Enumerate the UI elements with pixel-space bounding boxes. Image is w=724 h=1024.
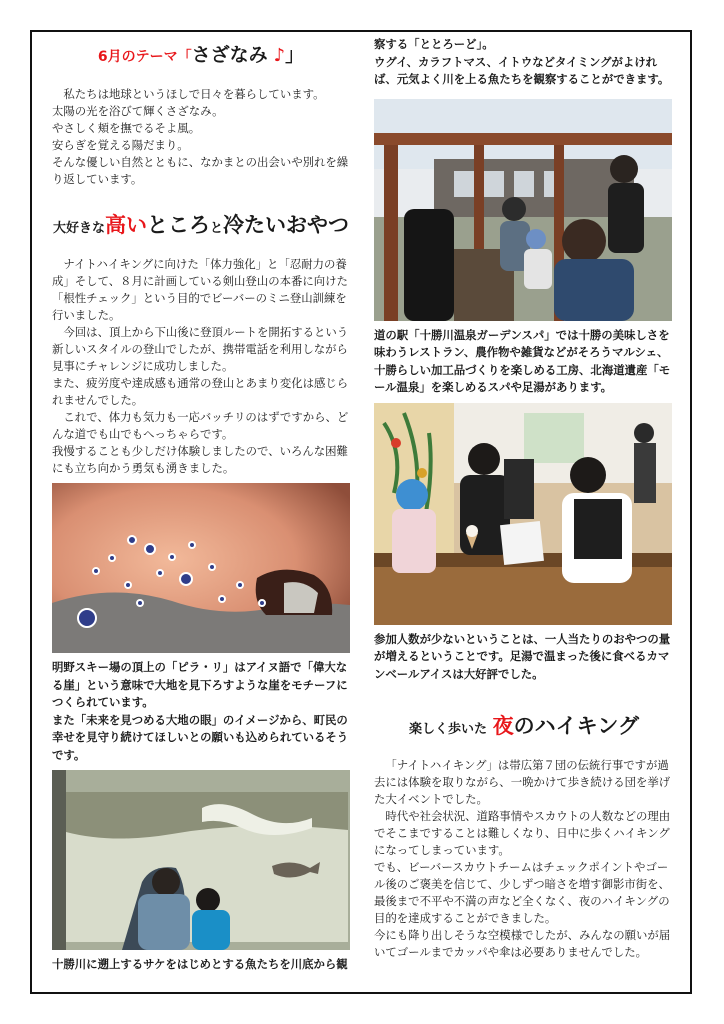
theme-name: さざなみ [191,44,268,66]
section2-title-red: 夜 [492,714,514,738]
section1-paragraph: ナイトハイキングに向けた「体力強化」と「忍耐力の養成」そして、８月に計画している剣山登山の本番に向けた「根性チェック」という目的でビーバーのミニ登山訓練を行いました。 [52,257,348,322]
section2-paragraph: でも、ビーバースカウトチームはチェックポイントやゴール後のご褒美を信じて、少しずつ暗さを増す御影市街を、最後まで不平や不満の声など全くなく、夜のハイキングの目的を達成することができました。 [374,860,670,925]
section2-paragraph: 「ナイトハイキング」は帯広第７団の伝統行事ですが過去には体験を取りながら、一晩かけて歩き続ける団を挙げた大イベントでした。 [374,758,671,806]
garden-spa-caption: 道の駅「十勝川温泉ガーデンスパ」では十勝の美味しさを味わうレストラン、農作物や雑貨などがそろうマルシェ、十勝らしい加工品づくりを楽しめる工房、北海道遺産「モール温泉」を楽しめるスパや足湯があります。 [374,327,671,394]
theme-close: 」 [285,44,305,66]
aquarium-photo [52,770,350,950]
section2-title-post: のハイキング [513,714,639,738]
intro-line: そんな優しい自然とともに、なかまとの出会いや別れを繰り返しています。 [52,155,349,186]
section1-title-small: と [210,221,224,236]
section2-paragraph: 今にも降り出しそうな空模様でしたが、みんなの願いが届いてゴールまでカッパや傘は必要ありませんでした。 [374,928,671,959]
garden-spa-photo [374,99,672,321]
ice-cream-caption: 参加人数が少ないということは、一人当たりのおやつの量が増えるということです。足湯で温まった後に食べるカマンベールアイスは大好評でした。 [374,631,671,681]
cave-photo [52,483,350,653]
intro-line: 太陽の光を浴びて輝くさざなみ。 [52,104,224,118]
section1-title-mid: ところ [147,213,210,237]
aquarium-caption: 十勝川に遡上するサケをはじめとする魚たちを川底から観 [52,957,348,971]
left-column [52,38,350,974]
section2-title-pre: 楽しく歩いた [409,722,488,737]
section1-paragraph: また、疲労度や達成感も通常の登山とあまり変化は感じられませんでした。 [52,376,349,407]
section2-paragraph: 時代や社会状況、道路事情やスカウトの人数などの理由でそこまですることは難しくなり、日中に歩くハイキングになってしまっています。 [374,809,671,857]
cave-illustration [52,483,350,653]
intro-line: 私たちは地球というほしで日々を暮らしています。 [63,87,325,101]
caption-line: 明野スキー場の頂上の「ピラ・リ」はアイヌ語で「偉大なる崖」という意味で大地を見下ろすような崖をモチーフにつくられています。 [52,660,348,709]
aquarium-illustration [52,770,350,950]
intro-text [52,86,350,188]
garden-spa-illustration [374,99,672,321]
intro-line: やさしく頬を撫でるそよ風。 [52,121,201,135]
section1-paragraph: 我慢することも少しだけ体験しましたので、いろんな困難にも立ち向かう勇気も湧きました。 [52,444,348,475]
aquarium-caption-more: ウグイ、カラフトマス、イトウなどタイミングがよければ、元気よく川を上る魚たちを観察することができます。 [374,54,670,86]
section2-body [374,757,674,961]
section2-heading [374,709,674,743]
caption-line: また「未来を見つめる大地の眼」のイメージから、町民の幸せを見守り続けてほしいとの願いも込められているそうです。 [52,712,349,762]
section1-title-pre: 大好きな [52,221,105,236]
intro-line: 安らぎを覚える陽だまり。 [52,138,189,152]
section1-body [52,256,350,477]
ice-cream-illustration [374,403,672,625]
music-note-icon: ♪ [273,45,286,66]
section1-title-red: 高い [105,213,147,237]
theme-title [52,38,350,72]
section1-paragraph: これで、体力も気力も一応バッチリのはずですから、どんな道でも山でもへっちゃらです。 [52,410,349,441]
section1-heading [52,208,350,242]
ice-cream-photo [374,403,672,625]
cave-caption [52,659,350,764]
aquarium-caption-cont: 察する「ととろーど」。 [374,37,494,51]
theme-month: 6月のテーマ「 [97,49,192,65]
section1-title-post: 冷たいおやつ [223,213,350,237]
right-column [374,36,674,961]
section1-paragraph: 今回は、頂上から下山後に登頂ルートを開拓するという新しいスタイルの登山でしたが、携帯電話を利用しながら見事にチャレンジに成功しました。 [52,325,349,373]
